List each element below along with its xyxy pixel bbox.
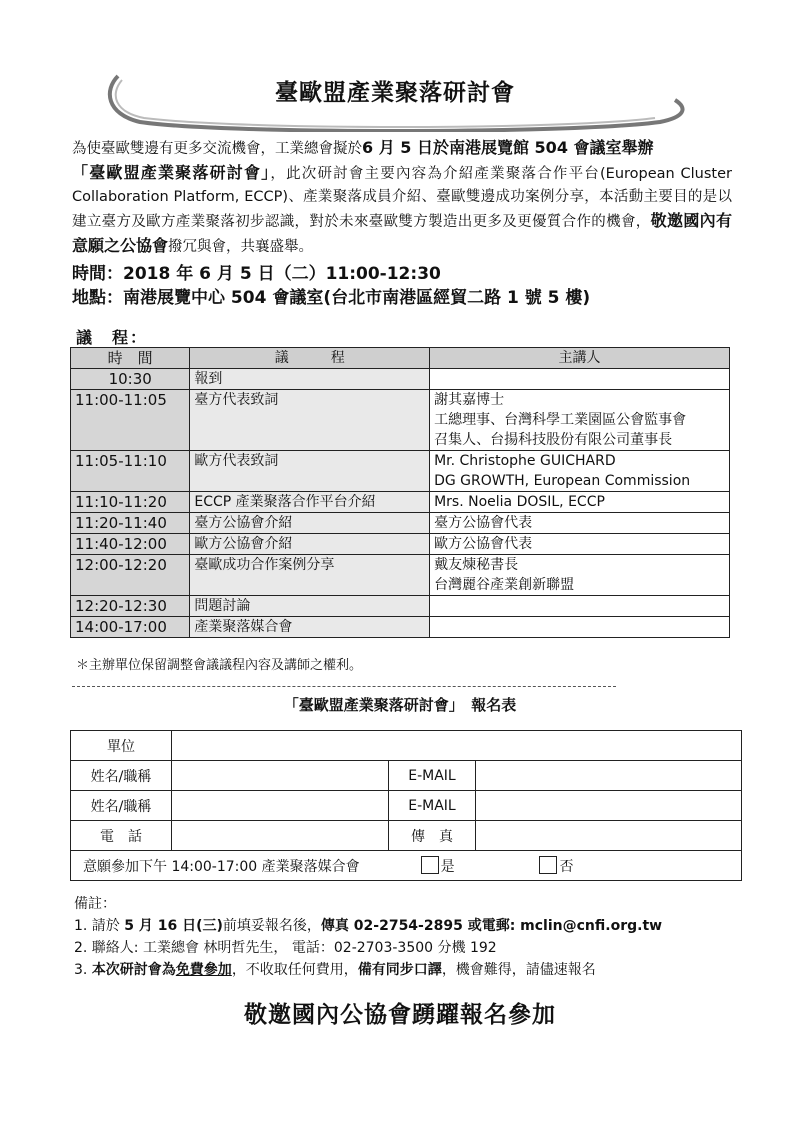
no-checkbox[interactable]: [539, 856, 557, 874]
agenda-row: [71, 555, 730, 596]
title-banner: [100, 70, 690, 132]
remark-1-deadline: 5 月 16 日(三): [124, 918, 223, 934]
agenda-topic: 臺歐成功合作案例分享: [190, 555, 430, 596]
speaker-line: 召集人、台揚科技股份有限公司董事長: [434, 432, 673, 448]
page-title: 臺歐盟產業聚落研討會: [275, 80, 515, 106]
agenda-speaker: [430, 451, 730, 492]
remark-2: 2. 聯絡人: 工業總會 林明哲先生， 電話：02-2703-3500 分機 192: [74, 940, 497, 956]
remark-3-free: 免費參加: [175, 962, 232, 978]
remark-1-prefix: 1. 請於: [74, 918, 125, 934]
agenda-row: [71, 369, 730, 390]
agenda-label: 議 程：: [76, 328, 149, 347]
agenda-header-time: 時 間: [71, 348, 190, 369]
form-row-phone: [71, 821, 742, 851]
remarks-label: 備註：: [74, 896, 116, 912]
intro-text-3: 撥冗與會，共襄盛舉。: [168, 239, 314, 255]
agenda-row: [71, 513, 730, 534]
form-row-attend: [71, 851, 742, 881]
attend-label: 意願參加下午 14:00-17:00 產業聚落媒合會: [83, 858, 360, 875]
form-row-name1: [71, 761, 742, 791]
agenda-speaker: 臺方公協會代表: [430, 513, 730, 534]
agenda-row: [71, 451, 730, 492]
unit-field[interactable]: [172, 731, 742, 761]
email-label: E-MAIL: [389, 761, 476, 791]
intro-text-2: ，此次研討會主要內容為介紹產業聚落合作平台(European Cluster Collaboration Platform, ECCP)、產業聚落成員介紹、臺歐雙邊成功案例分享，本活動主要目的是以建立臺方及歐方產業聚落初步認識，對於未來臺歐雙方製造出更多及更優質合作的機會，: [72, 166, 732, 230]
agenda-topic: 歐方代表致詞: [190, 451, 430, 492]
footer-invite: 敬邀國內公協會踴躍報名參加: [244, 1002, 556, 1028]
agenda-topic: 問題討論: [190, 596, 430, 617]
remark-1-contact: 傳真 02-2754-2895 或電郵: mclin@cnfi.org.tw: [320, 918, 663, 934]
intro-text-1: 為使臺歐雙邊有更多交流機會，工業總會擬於: [72, 141, 362, 157]
agenda-topic: 產業聚落媒合會: [190, 617, 430, 638]
agenda-table: [70, 347, 730, 638]
remark-1-mid: 前填妥報名後，: [222, 918, 321, 934]
agenda-time: 12:20-12:30: [71, 596, 190, 617]
remark-3-interpretation: 備有同步口譯: [357, 962, 442, 978]
agenda-time: 11:05-11:10: [71, 451, 190, 492]
name-title-field[interactable]: [172, 761, 389, 791]
name-title-label: 姓名/職稱: [71, 791, 172, 821]
remark-3-bold1: 本次研討會為: [91, 962, 176, 978]
agenda-time: 11:10-11:20: [71, 492, 190, 513]
no-label: 否: [559, 858, 574, 875]
event-time: 時間：2018 年 6 月 5 日（二）11:00-12:30: [72, 264, 441, 284]
agenda-note: ＊主辦單位保留調整會議議程內容及講師之權利。: [76, 658, 363, 673]
remarks: [74, 893, 662, 981]
agenda-header-topic: 議 程: [190, 348, 430, 369]
speaker-line: Mr. Christophe GUICHARD: [434, 453, 616, 469]
phone-label: 電 話: [71, 821, 172, 851]
remark-1: [74, 915, 662, 937]
cut-line: [72, 686, 616, 687]
speaker-line: 戴友煉秘書長: [434, 557, 519, 573]
agenda-speaker: Mrs. Noelia DOSIL, ECCP: [430, 492, 730, 513]
email-field[interactable]: [476, 791, 742, 821]
remark-3-prefix: 3.: [74, 962, 92, 978]
agenda-time: 11:20-11:40: [71, 513, 190, 534]
fax-field[interactable]: [476, 821, 742, 851]
form-row-name2: [71, 791, 742, 821]
agenda-row: [71, 390, 730, 451]
agenda-topic: ECCP 產業聚落合作平台介紹: [190, 492, 430, 513]
registration-form: [70, 730, 742, 881]
agenda-time: 12:00-12:20: [71, 555, 190, 596]
agenda-topic: 報到: [190, 369, 430, 390]
agenda-topic: 歐方公協會介紹: [190, 534, 430, 555]
agenda-speaker: [430, 617, 730, 638]
agenda-header-speaker: 主講人: [430, 348, 730, 369]
email-field[interactable]: [476, 761, 742, 791]
remark-3-post: ，機會難得，請儘速報名: [441, 962, 596, 978]
event-info: [72, 262, 752, 310]
agenda-speaker: [430, 390, 730, 451]
email-label: E-MAIL: [389, 791, 476, 821]
intro-paragraph: [72, 136, 732, 259]
agenda-topic: 臺方代表致詞: [190, 390, 430, 451]
agenda-speaker: [430, 369, 730, 390]
intro-invite: 敬邀國內有意願之公協會: [72, 211, 732, 255]
name-title-field[interactable]: [172, 791, 389, 821]
speaker-line: DG GROWTH, European Commission: [434, 473, 691, 489]
agenda-row: [71, 534, 730, 555]
agenda-time: 10:30: [71, 369, 190, 390]
agenda-speaker: [430, 555, 730, 596]
agenda-time: 11:40-12:00: [71, 534, 190, 555]
speaker-line: 台灣麗谷產業創新聯盟: [434, 577, 575, 593]
remark-3-mid: ，不收取任何費用，: [231, 962, 358, 978]
agenda-topic: 臺方公協會介紹: [190, 513, 430, 534]
event-place: 地點：南港展覽中心 504 會議室(台北市南港區經貿二路 1 號 5 樓): [72, 288, 591, 308]
form-row-unit: [71, 731, 742, 761]
agenda-time: 14:00-17:00: [71, 617, 190, 638]
agenda-row: [71, 492, 730, 513]
agenda-header-row: [71, 348, 730, 369]
intro-date-venue: 6 月 5 日於南港展覽館 504 會議室舉辦: [362, 138, 654, 157]
unit-label: 單位: [71, 731, 172, 761]
agenda-row: [71, 596, 730, 617]
remark-3: [74, 959, 662, 981]
form-title: 「臺歐盟產業聚落研討會」 報名表: [283, 696, 517, 714]
intro-event-name: 「臺歐盟產業聚落研討會」: [72, 163, 271, 182]
attend-cell: [71, 851, 742, 881]
agenda-speaker: 歐方公協會代表: [430, 534, 730, 555]
speaker-line: 謝其嘉博士: [434, 392, 505, 408]
yes-label: 是: [440, 858, 455, 875]
phone-field[interactable]: [172, 821, 389, 851]
agenda-time: 11:00-11:05: [71, 390, 190, 451]
agenda-row: [71, 617, 730, 638]
fax-label: 傳 真: [389, 821, 476, 851]
yes-checkbox[interactable]: [421, 856, 439, 874]
agenda-speaker: [430, 596, 730, 617]
name-title-label: 姓名/職稱: [71, 761, 172, 791]
speaker-line: 工總理事、台灣科學工業園區公會監事會: [434, 412, 687, 428]
